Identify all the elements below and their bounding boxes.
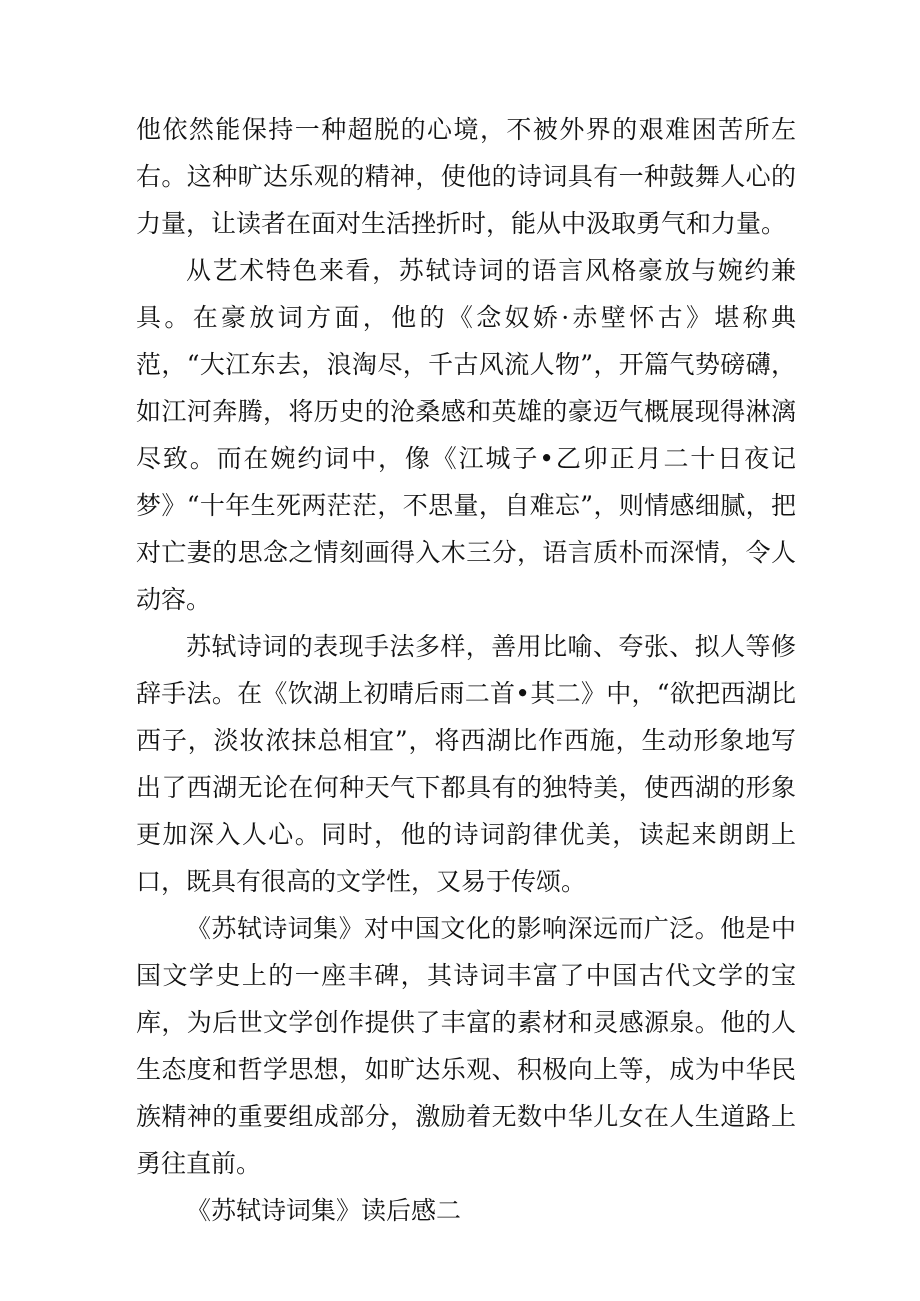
section-heading: 《苏轼诗词集》读后感二 (186, 1196, 462, 1225)
paragraph-cultural-influence: 《苏轼诗词集》对中国文化的影响深远而广泛。他是中国文学史上的一座丰碑，其诗词丰富了中国古代文学的宝库，为后世文学创作提供了丰富的素材和灵感源泉。他的人生态度和哲学思想，如旷达乐观、积极向上等，成为中华民族精神的重要组成部分，激励着无数中华儿女在人生道路上勇往直前。 (136, 914, 796, 1178)
document-page (136, 106, 796, 1234)
paragraph-expressive-techniques: 苏轼诗词的表现手法多样，善用比喻、夸张、拟人等修辞手法。在《饮湖上初晴后雨二首•其二》中，“欲把西湖比西子，淡妆浓抹总相宜”，将西湖比作西施，生动形象地写出了西湖无论在何种天气下都具有的独特美，使西湖的形象更加深入人心。同时，他的诗词韵律优美，读起来朗朗上口，既具有很高的文学性，又易于传颂。 (136, 632, 796, 896)
paragraph-continuation: 他依然能保持一种超脱的心境，不被外界的艰难困苦所左右。这种旷达乐观的精神，使他的诗词具有一种鼓舞人心的力量，让读者在面对生活挫折时，能从中汲取勇气和力量。 (136, 115, 796, 238)
paragraph-artistic-features: 从艺术特色来看，苏轼诗词的语言风格豪放与婉约兼具。在豪放词方面，他的《念奴娇·赤壁怀古》堪称典范，“大江东去，浪淘尽，千古风流人物”，开篇气势磅礴，如江河奔腾，将历史的沧桑感和英雄的豪迈气概展现得淋漓尽致。而在婉约词中，像《江城子•乙卯正月二十日夜记梦》“十年生死两茫茫，不思量，自难忘”，则情感细腻，把对亡妻的思念之情刻画得入木三分，语言质朴而深情，令人动容。 (136, 256, 796, 614)
